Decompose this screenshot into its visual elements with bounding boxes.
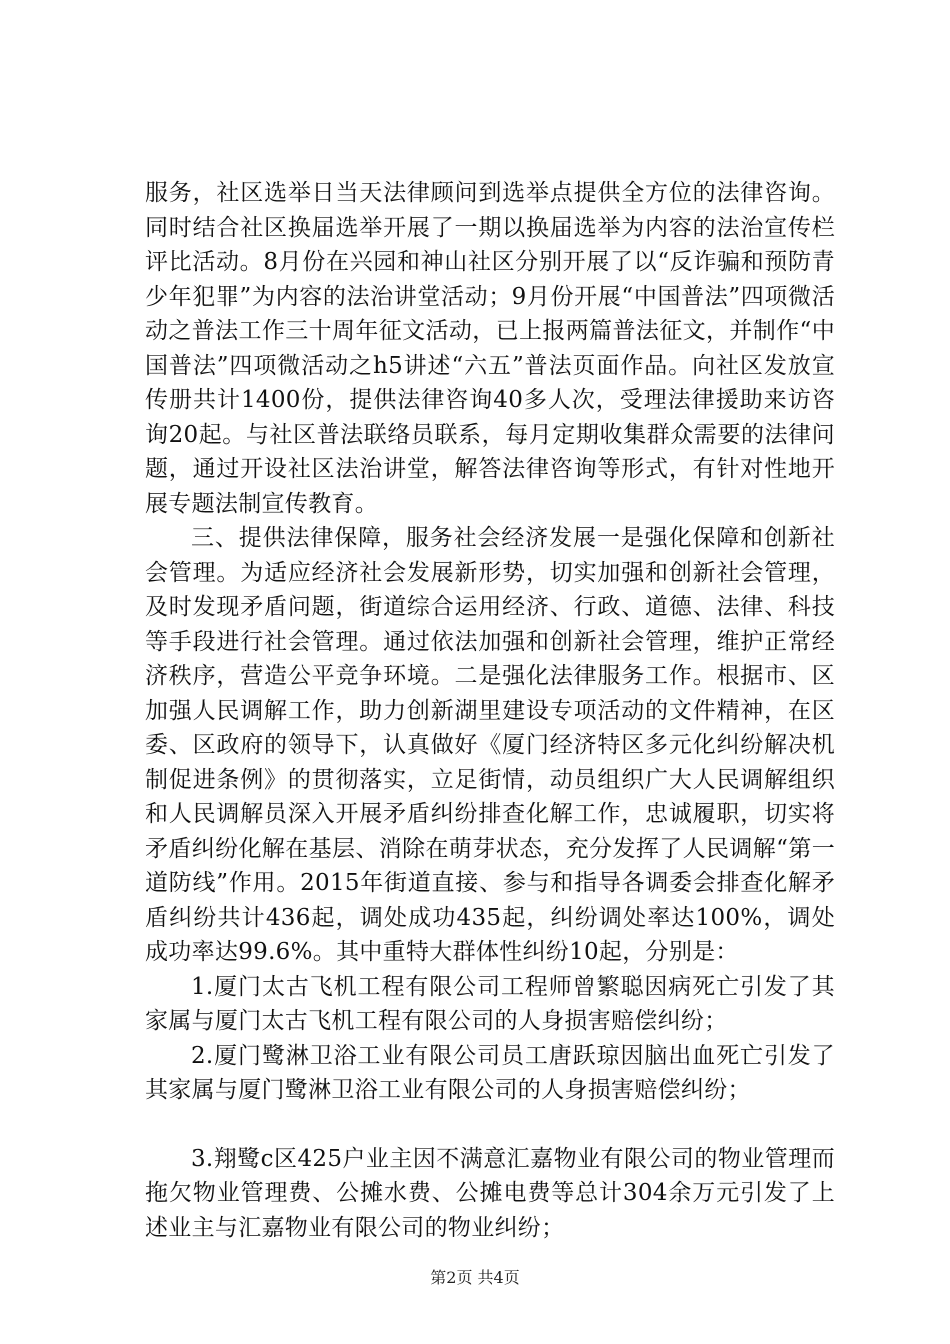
list-item-dispute-3: 3.翔鹭c区425户业主因不满意汇嘉物业有限公司的物业管理而拖欠物业管理费、公摊水费、公摊电费等总计304余万元引发了上述业主与汇嘉物业有限公司的物业纠纷；	[145, 1145, 835, 1241]
list-item-dispute-2: 2.厦门鹭淋卫浴工业有限公司员工唐跃琼因脑出血死亡引发了其家属与厦门鹭淋卫浴工业有限公司的人身损害赔偿纠纷；	[145, 1042, 835, 1103]
page-footer: 第2页 共4页	[430, 1268, 520, 1287]
paragraph-legal-consultation: 服务，社区选举日当天法律顾问到选举点提供全方位的法律咨询。同时结合社区换届选举开展了一期以换届选举为内容的法治宣传栏评比活动。8月份在兴园和神山社区分别开展了以“反诈骗和预防青少年犯罪”为内容的法治讲堂活动；9月份开展“中国普法”四项微活动之普法工作三十周年征文活动，已上报两篇普法征文，并制作“中国普法”四项微活动之h5讲述“六五”普法页面作品。向社区发放宣传册共计1400份，提供法律咨询40多人次，受理法律援助来访咨询20起。与社区普法联络员联系，每月定期收集群众需要的法律问题，通过开设社区法治讲堂，解答法律咨询等形式，有针对性地开展专题法制宣传教育。	[145, 180, 835, 517]
list-item-dispute-1: 1.厦门太古飞机工程有限公司工程师曾繁聪因病死亡引发了其家属与厦门太古飞机工程有限公司的人身损害赔偿纠纷；	[145, 973, 835, 1034]
document-body	[145, 176, 835, 1245]
paragraph-legal-protection: 三、提供法律保障，服务社会经济发展一是强化保障和创新社会管理。为适应经济社会发展新形势，切实加强和创新社会管理，及时发现矛盾问题，街道综合运用经济、行政、道德、法律、科技等手段进行社会管理。通过依法加强和创新社会管理，维护正常经济秩序，营造公平竞争环境。二是强化法律服务工作。根据市、区加强人民调解工作，助力创新湖里建设专项活动的文件精神，在区委、区政府的领导下，认真做好《厦门经济特区多元化纠纷解决机制促进条例》的贯彻落实，立足街情，动员组织广大人民调解组织和人民调解员深入开展矛盾纠纷排查化解工作，忠诚履职，切实将矛盾纠纷化解在基层、消除在萌芽状态，充分发挥了人民调解“第一道防线”作用。2015年街道直接、参与和指导各调委会排查化解矛盾纠纷共计436起，调处成功435起，纠纷调处率达100%，调处成功率达99.6%。其中重特大群体性纠纷10起，分别是：	[145, 525, 835, 965]
